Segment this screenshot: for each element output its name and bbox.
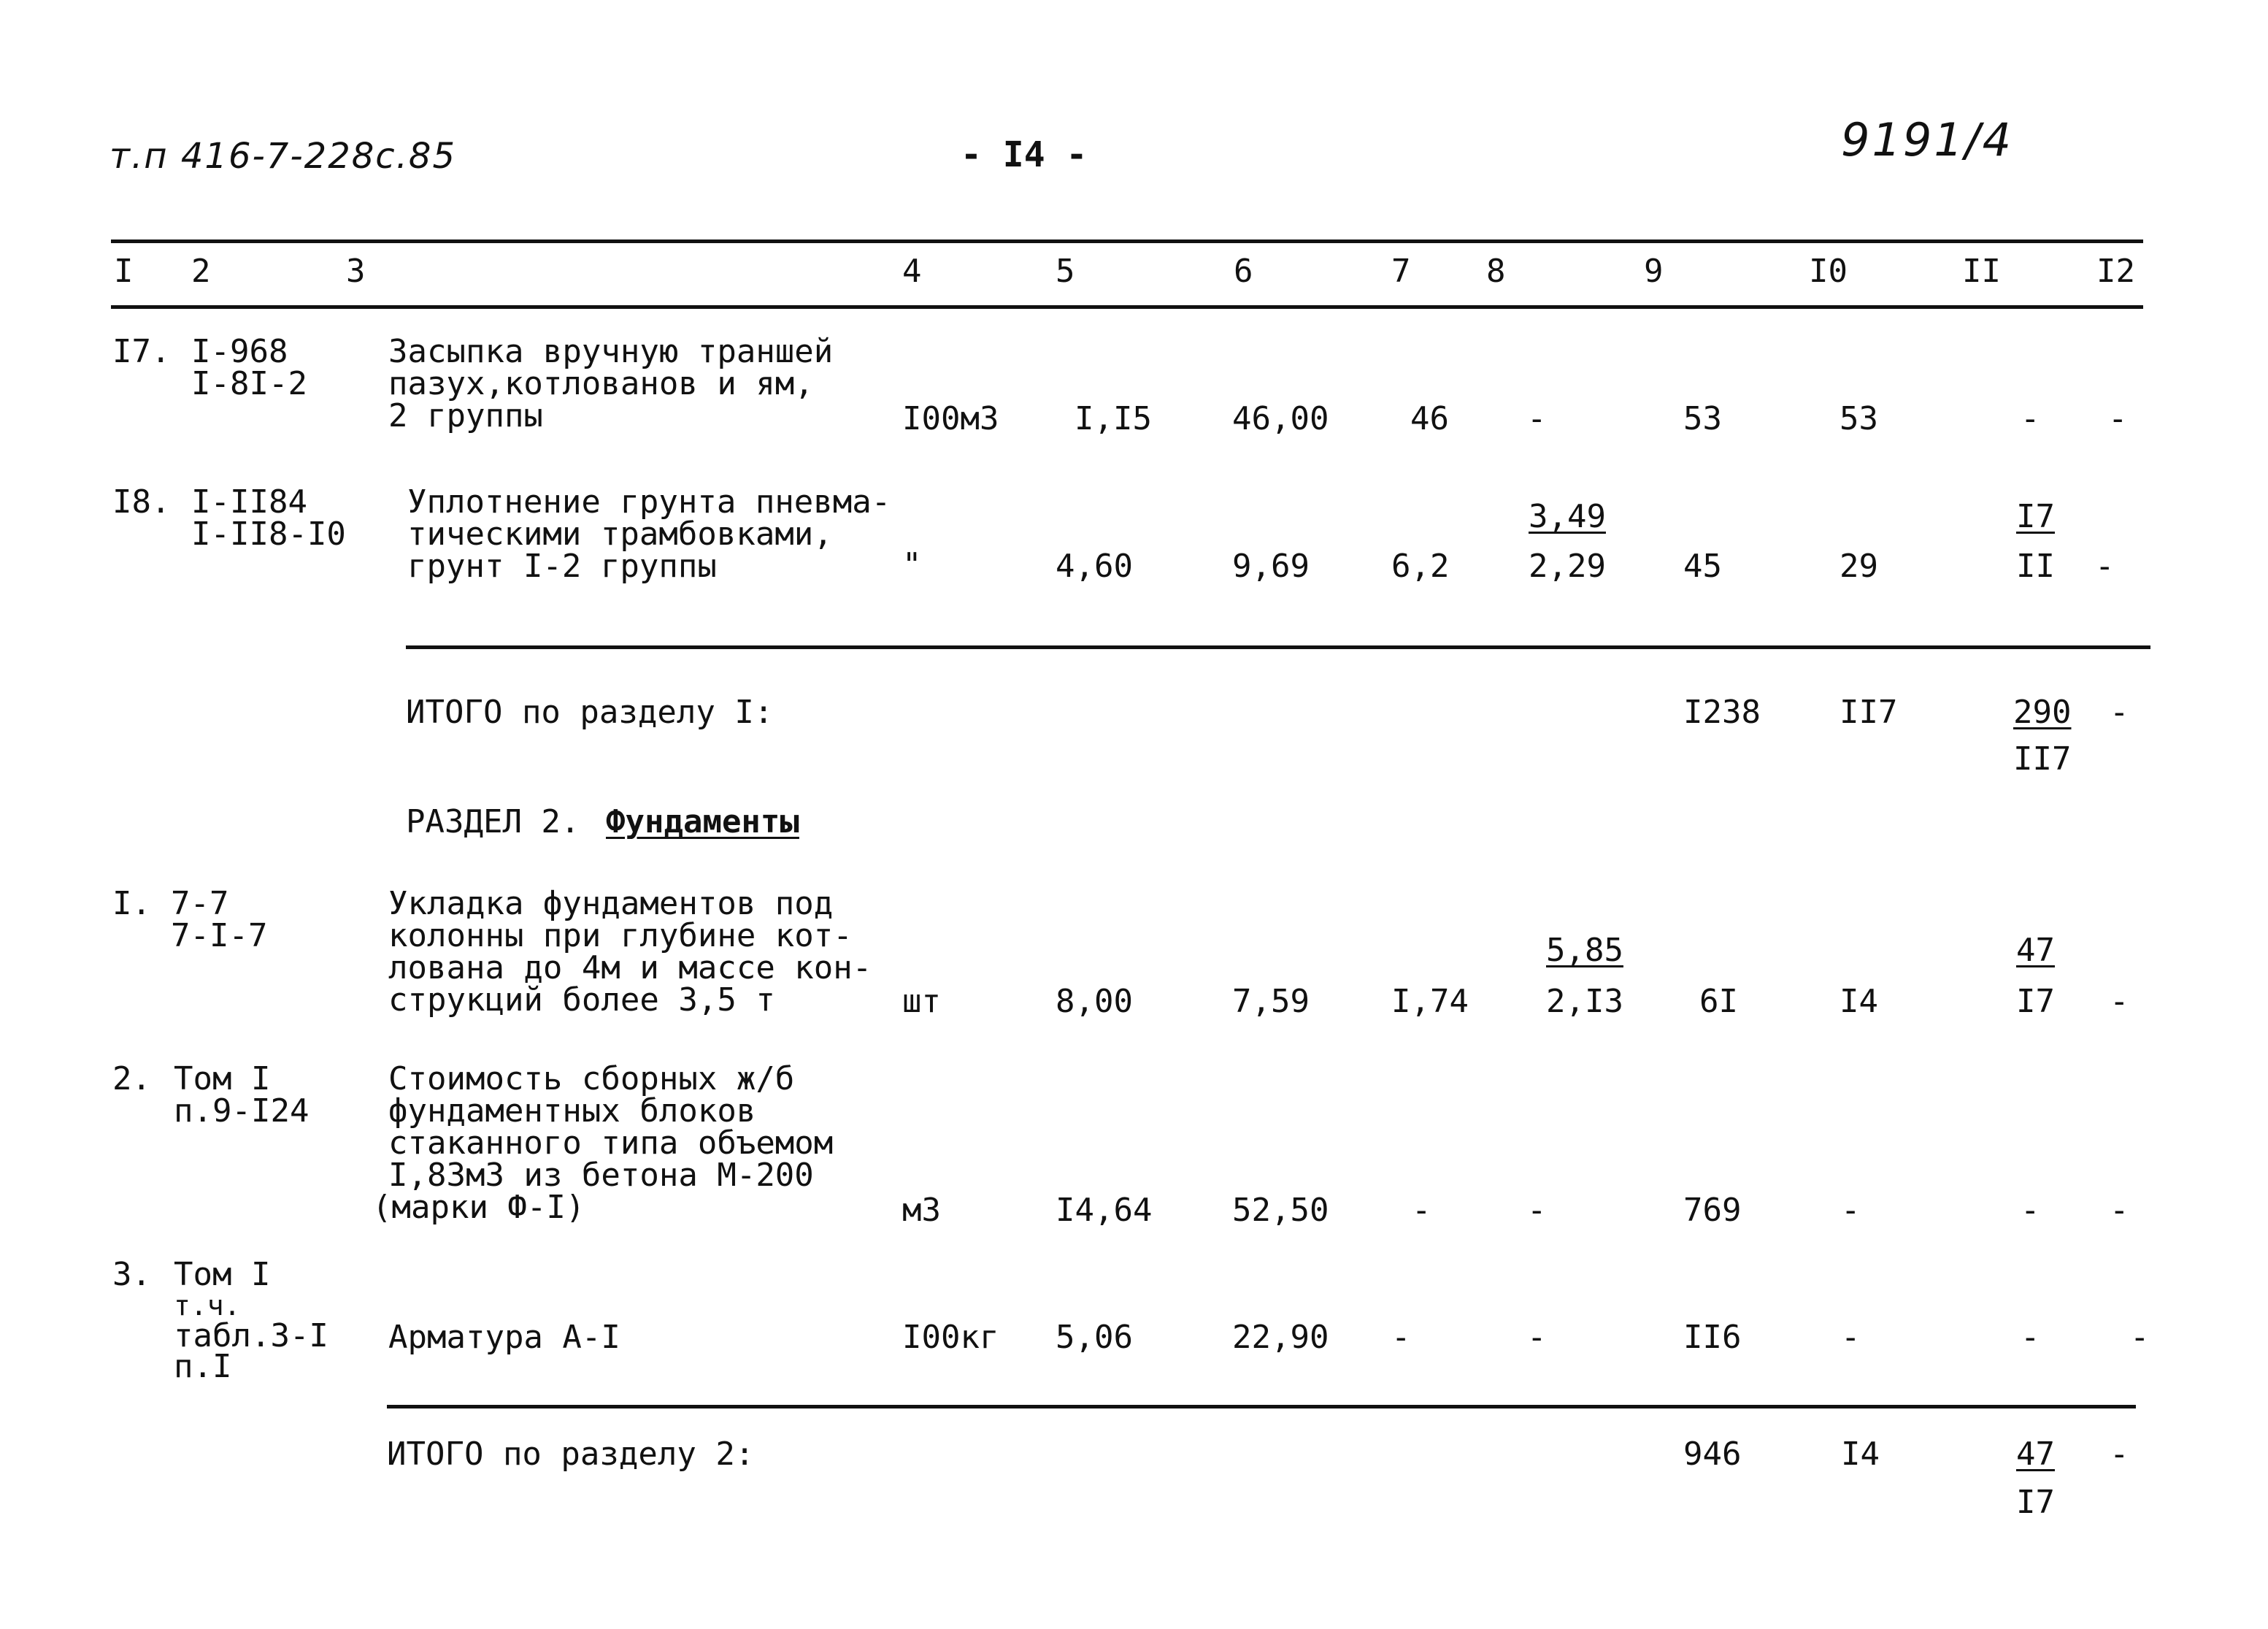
col-header-12: I2 [2096,253,2135,290]
norm-code: п.I [174,1348,232,1385]
work-description: Засыпка вручную траншей [388,333,834,370]
col11-value-bottom: I7 [2016,983,2055,1020]
col9-value: II6 [1683,1319,1742,1356]
total-col9: I238 [1683,694,1761,731]
table-header-rule [111,305,2143,309]
work-description: Стоимость сборных ж/б [388,1060,795,1097]
section1-total-rule [406,645,2150,649]
work-description: I,83м3 из бетона М-200 [388,1157,814,1194]
norm-code: I-968 [191,333,288,370]
work-description: пазух,котлованов и ям, [388,365,814,402]
col-header-9: 9 [1644,253,1664,290]
col11-value: - [2021,1319,2040,1356]
col11-value: - [2021,400,2040,437]
col11-value-bottom: II [2016,548,2055,585]
col11-value-top: 47 [2016,932,2055,969]
col12-value: - [2130,1319,2150,1356]
unit-price: 22,90 [1232,1319,1329,1356]
norm-code: I-8I-2 [191,365,307,402]
col7-value: 6,2 [1391,548,1450,585]
col7-value: - [1412,1192,1431,1229]
col-header-7: 7 [1391,253,1411,290]
col11-value: - [2021,1192,2040,1229]
col-header-2: 2 [191,253,211,290]
row-number: 3. [112,1256,151,1293]
col12-value: - [2110,983,2129,1020]
col9-value: 53 [1683,400,1722,437]
quantity: 5,06 [1056,1319,1133,1356]
col-header-1: I [114,253,134,290]
norm-code: п.9-I24 [174,1092,310,1130]
unit-price: 9,69 [1232,548,1310,585]
col-header-4: 4 [902,253,922,290]
quantity: 4,60 [1056,548,1133,585]
work-description: 2 группы [388,397,543,434]
work-description: фундаментных блоков [388,1092,756,1130]
work-description: Уплотнение грунта пневма- [407,483,891,521]
col8-value: - [1527,1319,1547,1356]
col9-value: 769 [1683,1192,1742,1229]
unit-price: 52,50 [1232,1192,1329,1229]
row-number: I. [112,885,151,922]
row-number: 2. [112,1060,151,1097]
col8-value-bottom: 2,I3 [1546,983,1623,1020]
unit-price: 7,59 [1232,983,1310,1020]
work-description: (марки Ф-I) [372,1189,585,1226]
table-top-rule [111,239,2143,243]
col12-value: - [2095,548,2115,585]
total-col9: 946 [1683,1436,1742,1473]
norm-code: I-II84 [191,483,307,521]
unit: I00м3 [902,400,999,437]
section2-total-rule [387,1405,2136,1408]
unit: м3 [902,1192,941,1229]
total-col12: - [2110,1436,2129,1473]
total-col11-top: 47 [2016,1436,2055,1473]
total-label: ИТОГО по разделу 2: [387,1436,755,1473]
total-col10: II7 [1840,694,1898,731]
col10-value: 29 [1840,548,1878,585]
col8-value-top: 3,49 [1529,498,1606,535]
norm-code: Том I [174,1256,271,1293]
total-col12: - [2110,694,2129,731]
col-header-10: I0 [1809,253,1848,290]
col8-value-bottom: 2,29 [1529,548,1606,585]
norm-code: I-II8-I0 [191,515,346,553]
col8-value: - [1527,1192,1547,1229]
section-prefix: РАЗДЕЛ 2. [406,803,580,840]
unit: I00кг [902,1319,999,1356]
col-header-11: II [1962,253,2001,290]
col10-value: 53 [1840,400,1878,437]
col11-value-top: I7 [2016,498,2055,535]
col7-value: - [1391,1319,1411,1356]
total-col11-bottom: I7 [2016,1484,2055,1521]
unit: " [902,546,922,583]
norm-code: т.ч. [174,1289,241,1322]
work-description: лована до 4м и массе кон- [388,949,872,986]
total-col11-top: 290 [2013,694,2072,731]
col12-value: - [2110,1192,2129,1229]
col9-value: 6I [1699,983,1738,1020]
quantity: I4,64 [1056,1192,1153,1229]
row-number: I8. [112,483,171,521]
work-description: колонны при глубине кот- [388,917,853,954]
total-label: ИТОГО по разделу I: [406,694,774,731]
col8-value-top: 5,85 [1546,932,1623,969]
sheet-number: 9191/4 [1841,113,2014,166]
norm-code: 7-I-7 [171,917,268,954]
norm-code: табл.3-I [174,1317,328,1354]
unit: шт [902,983,941,1020]
work-description: тическими трамбовками, [407,515,833,553]
col-header-6: 6 [1234,253,1253,290]
work-description: Арматура А-I [388,1319,620,1356]
work-description: грунт I-2 группы [407,548,717,585]
norm-code: 7-7 [171,885,229,922]
norm-code: Том I [174,1060,271,1097]
work-description: Укладка фундаментов под [388,885,834,922]
col12-value: - [2108,400,2128,437]
col10-value: I4 [1840,983,1878,1020]
quantity: I,I5 [1075,400,1152,437]
col-header-5: 5 [1056,253,1075,290]
col-header-3: 3 [346,253,366,290]
col10-value: - [1841,1192,1861,1229]
col7-value: 46 [1410,400,1449,437]
quantity: 8,00 [1056,983,1133,1020]
col9-value: 45 [1683,548,1722,585]
section-title: Фундаменты [606,803,799,840]
document-code: т.п 416-7-228с.85 [109,136,456,177]
row-number: I7. [112,333,171,370]
work-description: стаканного типа объемом [388,1124,834,1162]
work-description: струкций более 3,5 т [388,981,775,1019]
col10-value: - [1841,1319,1861,1356]
unit-price: 46,00 [1232,400,1329,437]
col-header-8: 8 [1486,253,1506,290]
page-number: - I4 - [961,134,1088,175]
total-col10: I4 [1841,1436,1880,1473]
col7-value: I,74 [1391,983,1469,1020]
col8-value: - [1527,400,1547,437]
total-col11-bottom: II7 [2013,740,2072,778]
